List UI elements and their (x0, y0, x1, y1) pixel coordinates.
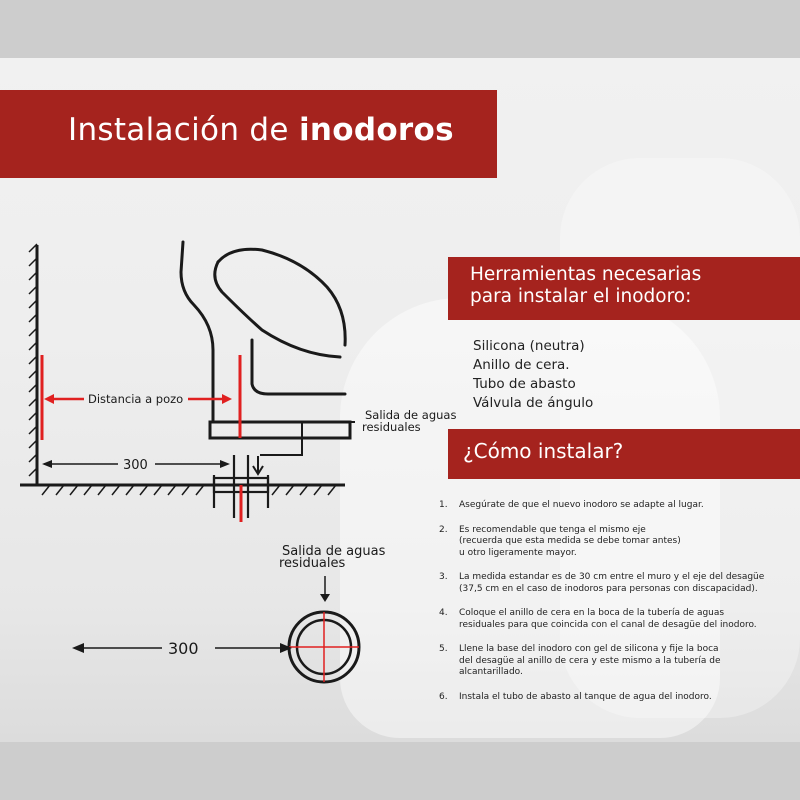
tools-header-line1: Herramientas necesarias (470, 264, 702, 285)
list-item: 6. Instala el tubo de abasto al tanque de agua del inodoro. (439, 691, 712, 702)
howto-header: ¿Cómo instalar? (463, 439, 624, 463)
tools-list (473, 337, 593, 413)
toilet-outline (181, 242, 350, 438)
list-item: Válvula de ángulo (473, 395, 594, 411)
list-item: 2. Es recomendable que tenga el mismo eje (recuerda que esta medida se debe tomar antes) u otro ligeramente mayor. (439, 524, 681, 558)
list-item: 1. Asegúrate de que el nuevo inodoro se adapte al lugar. (439, 500, 704, 510)
dimension-300-side-label: 300 (123, 458, 148, 473)
list-item: 3. La medida estandar es de 30 cm entre el muro y el eje del desagüe (37,5 cm en el caso de inodoros para personas con discapacidad). (439, 572, 765, 594)
list-item: Tubo de abasto (473, 376, 576, 392)
steps-list (436, 500, 796, 716)
dimension-300-top-label: 300 (168, 639, 199, 658)
top-view-pointer (320, 576, 330, 602)
tools-header-line2: para instalar el inodoro: (470, 286, 692, 307)
outlet-pointer (253, 422, 355, 474)
list-item: 4. Coloque el anillo de cera en la boca de la tubería de aguas residuales para que coincida con el canal de desagüe del inodoro. (439, 608, 757, 630)
outlet-label-1-line1: Salida de aguas (365, 408, 457, 422)
list-item: Anillo de cera. (473, 357, 570, 373)
distance-label: Distancia a pozo (88, 392, 184, 406)
list-item: Silicona (neutra) (473, 338, 585, 354)
outlet-label-2-line2: residuales (279, 556, 346, 571)
outlet-label-1-line2: residuales (362, 420, 421, 434)
outlet-label-2-line1: Salida de aguas (282, 544, 386, 559)
tools-header (470, 264, 701, 308)
list-item: 5. Llene la base del inodoro con gel de silicona y fije la boca del desagüe al anillo de cera y este mismo a la tubería de alcantarillado. (439, 644, 721, 677)
page-title: Instalación de inodoros (68, 112, 454, 148)
